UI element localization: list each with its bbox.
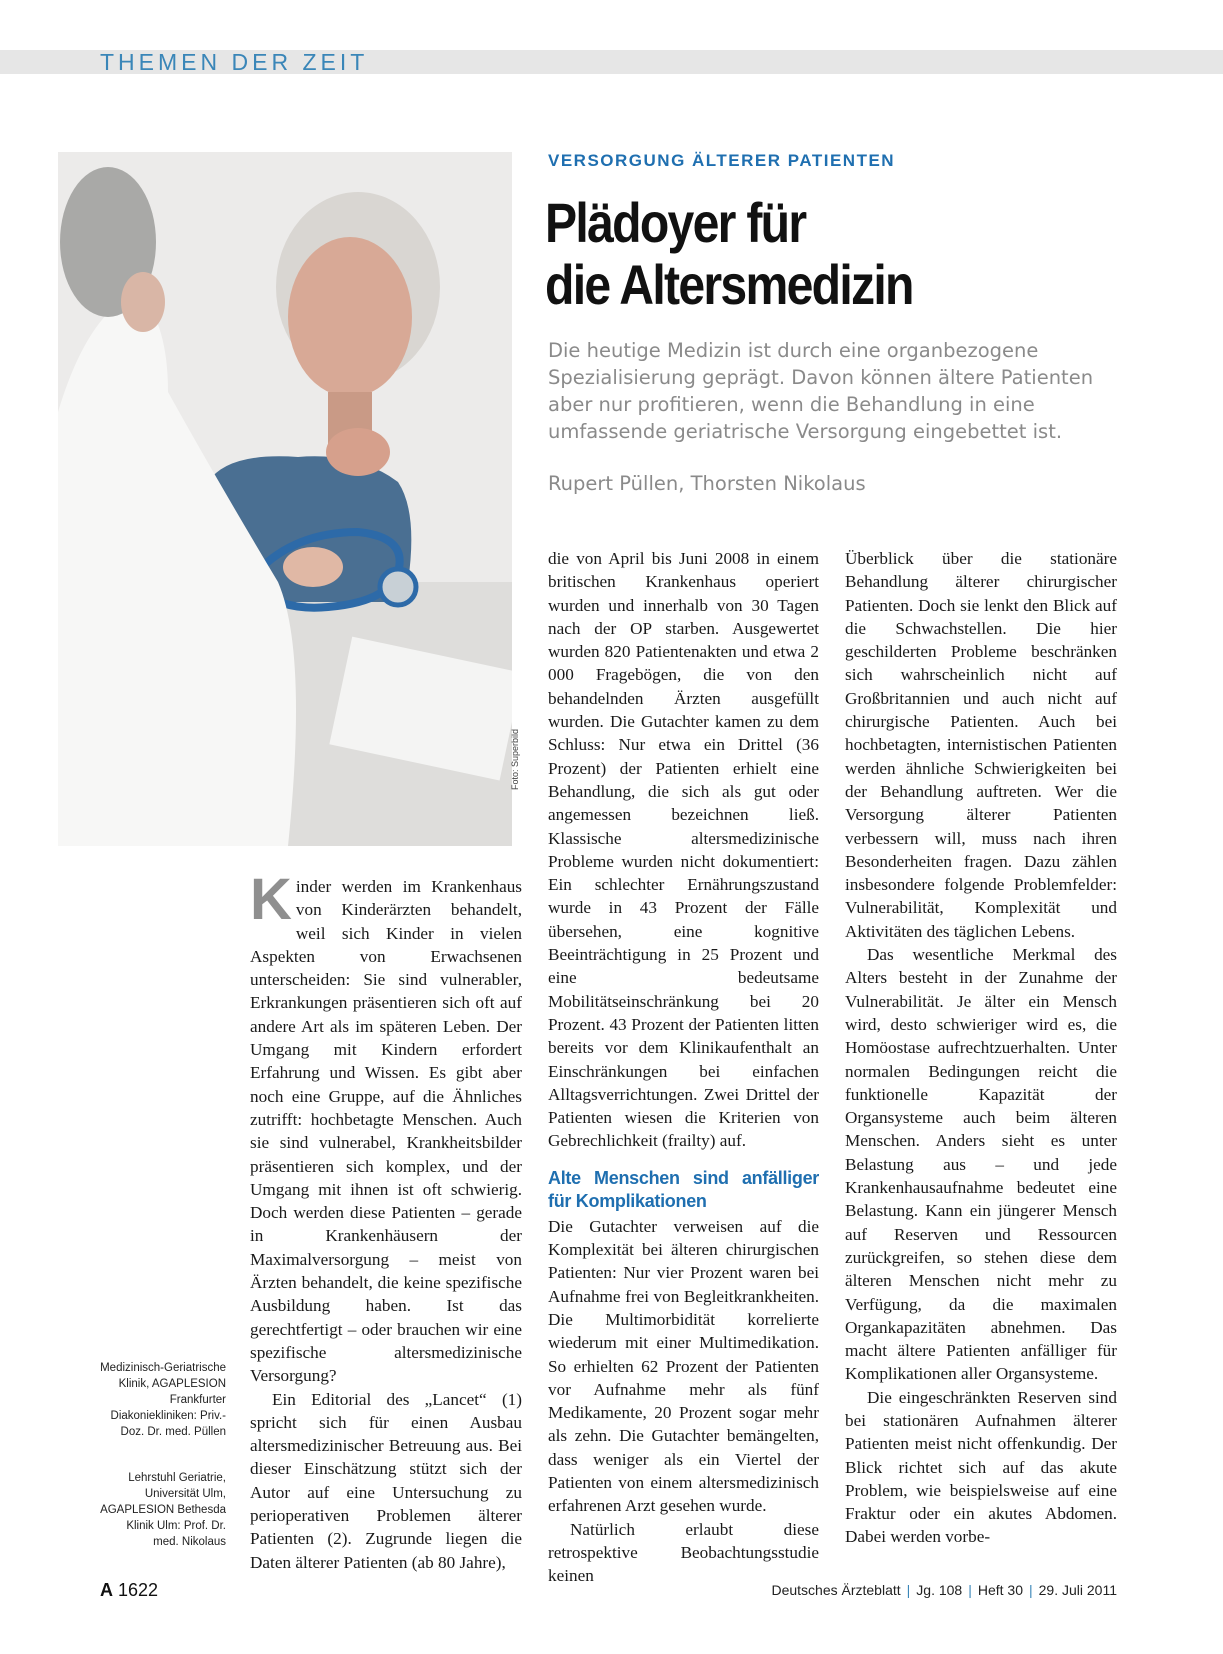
author-affiliation: Lehrstuhl Geriatrie, Universität Ulm, AGAPLESION Bethesda Klinik Ulm: Prof. Dr. med. Nikolaus (100, 1472, 226, 1548)
text-column-1 (250, 867, 522, 1574)
journal-issue: Heft 30 (977, 1582, 1023, 1598)
doctor-patient-image (58, 152, 512, 846)
paragraph (250, 867, 522, 1388)
divider: | (906, 1582, 911, 1598)
text-column-3 (845, 547, 1117, 1549)
article-photo (58, 152, 512, 846)
article-lead: Die heutige Medizin ist durch eine organbezogene Spezialisierung geprägt. Davon können ältere Patienten aber nur profitieren, wenn die Behandlung in eine umfassende geriatrische Versorgung eingebettet ist. (548, 339, 1094, 443)
journal-footer (771, 1582, 1117, 1598)
paragraph: Überblick über die stationäre Behandlung älterer chirurgischer Patienten. Doch sie lenkt den Blick auf die Schwachstellen. Die hier geschilderten Probleme beschränken sich wahrscheinlich nicht auf Großbritannien und auch nicht auf chirurgische Patienten. Auch bei hochbetagten, internistischen Patienten werden ähnliche Schwierigkeiten bei der Behandlung auftreten. Wer die Versorgung älterer Patienten verbessern will, muss nach ihren Besonderheiten fragen. Dazu zählen insbesondere folgende Problemfelder: Vulnerabilität, Komplexität und Aktivitäten des täglichen Lebens. (845, 549, 1117, 941)
text-column-2 (548, 547, 819, 1587)
divider: | (968, 1582, 972, 1598)
paragraph: die von April bis Juni 2008 in einem britischen Krankenhaus operiert wurden und innerhalb von 30 Tagen nach der OP starben. Ausgewertet wurden 820 Patientenakten und etwa 2 000 Fragebögen, die von den behandelnden Ärzten ausgefüllt wurden. Die Gutachter kamen zu dem Schluss: Nur etwa ein Drittel (36 Prozent) der Patienten erhielt eine Behandlung, die sich als gut oder angemessen bezeichnen ließ. Klassische altersmedizinische Probleme wurden nicht dokumentiert: Ein schlechter Ernährungszustand wurde in 43 Prozent der Fälle übersehen, eine kognitive Beeinträchtigung in 25 Prozent und eine bedeutsame Mobilitätseinschränkung bei 20 Prozent. 43 Prozent der Patienten litten bereits vor dem Klinikaufenthalt an Einschränkungen bei einfachen Alltagsverrichtungen. Zwei Drittel der Patienten wiesen die Kriterien von Gebrechlichkeit (frailty) auf. (548, 549, 819, 1151)
article-authors: Rupert Püllen, Thorsten Nikolaus (548, 472, 866, 495)
paragraph-text: inder werden im Krankenhaus von Kinderärzten behandelt, weil sich Kinder in vielen Aspekten von Erwachsenen unterscheiden: Sie sind vulnerabler, Erkrankungen präsentieren sich oft auf andere Art als im späteren Leben. Der Umgang mit Kindern erfordert Erfahrung und Wissen. Es gibt aber noch eine Gruppe, auf die Ähnliches zutrifft: hochbetagte Menschen. Auch sie sind vulnerabel, Krankheitsbilder präsentieren sich komplex, und der Umgang mit ihnen ist oft schwierig. Doch werden diese Patienten – gerade in Krankenhäusern der Maximalversorgung – meist von Ärzten behandelt, die keine spezifische Ausbildung haben. Ist das gerechtfertigt – oder brauchen wir eine spezifische altersmedizinische Versorgung? (250, 877, 522, 1386)
article-headline: Plädoyer für die Altersmedizin (545, 191, 913, 316)
drop-cap: K (250, 867, 292, 932)
page-prefix: A (100, 1580, 113, 1600)
journal-date: 29. Juli 2011 (1038, 1582, 1117, 1598)
page-number-value: 1622 (118, 1580, 159, 1600)
page-number (100, 1580, 158, 1601)
journal-name: Deutsches Ärzteblatt (771, 1582, 901, 1598)
section-label: THEMEN DER ZEIT (100, 49, 369, 75)
author-affiliation: Medizinisch-Geriatrische Klinik, AGAPLESION Frankfurter Diakoniekliniken: Priv.-Doz. Dr. med. Püllen (100, 1362, 226, 1438)
paragraph: Die Gutachter verweisen auf die Komplexität bei älteren chirurgischen Patienten: Nur vier Prozent waren bei Aufnahme frei von Begleitkrankheiten. Die Multimorbidität korrelierte wiederum mit einer Multimedikation. So erhielten 62 Prozent der Patienten vor Aufnahme mehr als fünf Medikamente, 20 Prozent sogar mehr als zehn. Die Gutachter bemängelten, dass weniger als ein Viertel der Patienten von einem altersmedizinisch erfahrenen Arzt gesehen wurde. (548, 1216, 819, 1516)
paragraph: Das wesentliche Merkmal des Alters besteht in der Zunahme der Vulnerabilität. Je älter ein Mensch wird, desto schwieriger wird es, die Homöostase aufrechtzuerhalten. Unter normalen Bedingungen reicht die funktionelle Kapazität der Organsysteme auch beim älteren Menschen. Anders sieht es unter Belastung aus – und jede Krankenhausaufnahme bedeutet eine Belastung. Kann ein jüngerer Mensch auf Reserven und Ressourcen zurückgreifen, so stehen diese dem älteren Menschen nicht mehr zu Verfügung, da die maximalen Organkapazitäten abnehmen. Das macht ältere Patienten anfälliger für Komplikationen aller Organsysteme. (845, 945, 1117, 1384)
article-kicker: VERSORGUNG ÄLTERER PATIENTEN (548, 151, 896, 170)
subheading: Alte Menschen sind anfälliger für Komplikationen (548, 1167, 819, 1211)
paragraph: Die eingeschränkten Reserven sind bei stationären Aufnahmen älterer Patienten meist nicht offenkundig. Der Blick richtet sich auf das akute Problem, wie beispielsweise auf eine Fraktur oder ein akutes Abdomen. Dabei werden vorbe- (845, 1387, 1117, 1547)
divider: | (1029, 1582, 1033, 1598)
journal-volume: Jg. 108 (916, 1582, 963, 1598)
photo-credit: Foto: Superbild (510, 728, 520, 790)
paragraph: Natürlich erlaubt diese retrospektive Beobachtungsstudie keinen (548, 1519, 819, 1586)
paragraph: Ein Editorial des „Lancet“ (1) spricht sich für einen Ausbau altersmedizinischer Betreuung aus. Bei dieser Einschätzung stützt sich der Autor auf eine Untersuchung zu perioperativen Problemen älterer Patienten (2). Zugrunde liegen die Daten älterer Patienten (ab 80 Jahre), (250, 1389, 522, 1572)
